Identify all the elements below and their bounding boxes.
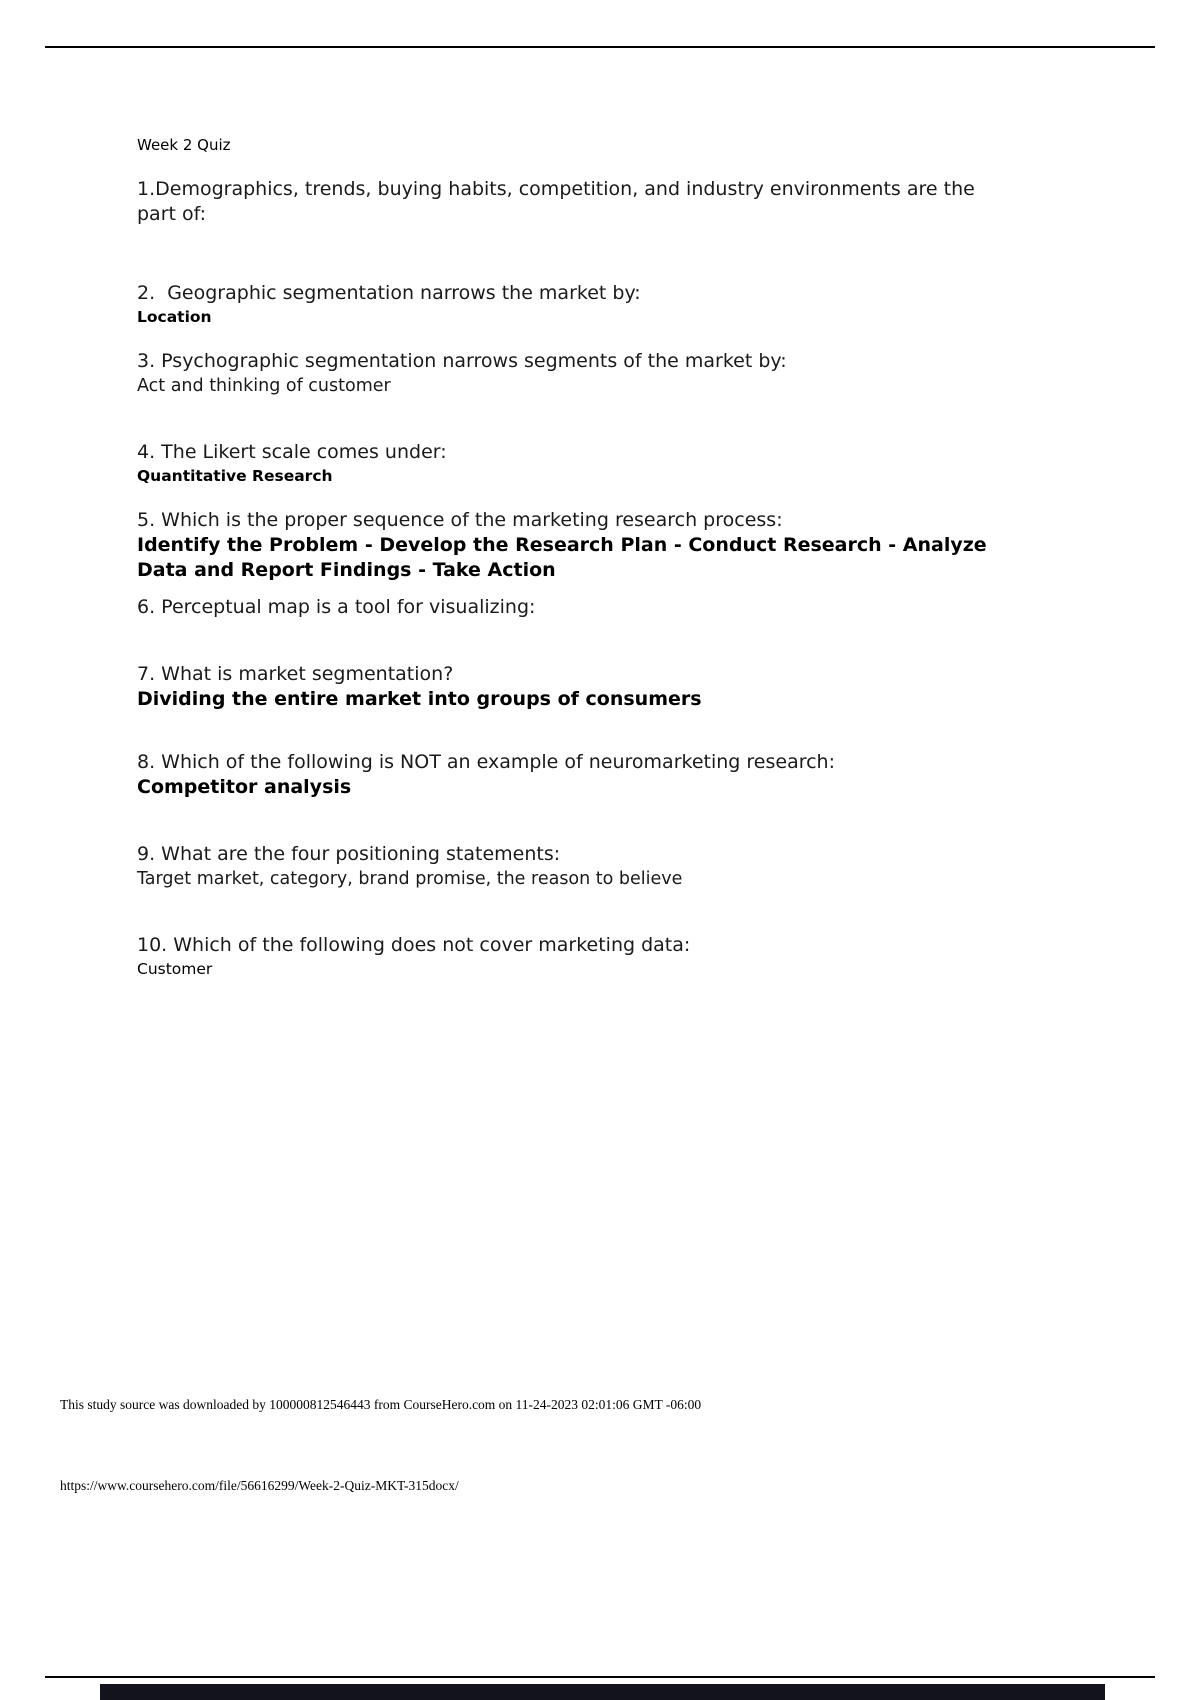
quiz-title: Week 2 Quiz: [137, 136, 231, 154]
question-5: [137, 508, 1012, 583]
quiz-content: [137, 135, 1012, 1023]
answer-text: Quantitative Research: [137, 467, 333, 485]
answer-text: Dividing the entire market into groups of consumers: [137, 688, 702, 710]
answer-text: Location: [137, 308, 212, 326]
answer-text: Competitor analysis: [137, 776, 352, 798]
question-6: [137, 595, 1012, 620]
question-8: [137, 750, 1012, 800]
source-url: https://www.coursehero.com/file/56616299/Week-2-Quiz-MKT-315docx/: [60, 1478, 459, 1493]
question-text: 4. The Likert scale comes under:: [137, 441, 447, 463]
question-text: 5. Which is the proper sequence of the marketing research process:: [137, 509, 783, 531]
question-10: [137, 933, 1012, 981]
bottom-rule: [45, 1676, 1155, 1678]
question-text: 9. What are the four positioning statements:: [137, 843, 561, 865]
question-text: 10. Which of the following does not cover marketing data:: [137, 934, 691, 956]
top-rule: [45, 46, 1155, 48]
question-text: 1.Demographics, trends, buying habits, competition, and industry environments are the part of:: [137, 178, 981, 225]
question-9: [137, 842, 1012, 891]
question-7: [137, 662, 1012, 712]
question-2: [137, 281, 1012, 329]
answer-text: Target market, category, brand promise, the reason to believe: [137, 869, 683, 889]
question-text: 8. Which of the following is NOT an example of neuromarketing research:: [137, 751, 835, 773]
question-4: [137, 440, 1012, 488]
questions-list: [137, 177, 1012, 981]
question-text: 3. Psychographic segmentation narrows segments of the market by:: [137, 350, 787, 372]
question-text: 2. Geographic segmentation narrows the market by:: [137, 282, 641, 304]
answer-text: Act and thinking of customer: [137, 376, 391, 396]
download-note: This study source was downloaded by 100000812546443 from CourseHero.com on 11-24-2023 02:01:06 GMT -06:00: [60, 1397, 702, 1412]
question-1: [137, 177, 1012, 227]
answer-text: Customer: [137, 960, 213, 978]
question-text: 6. Perceptual map is a tool for visualizing:: [137, 596, 536, 618]
question-text: 7. What is market segmentation?: [137, 663, 454, 685]
answer-text: Identify the Problem - Develop the Research Plan - Conduct Research - Analyze Data and Report Findings - Take Action: [137, 534, 994, 581]
bottom-dark-bar: [100, 1684, 1105, 1700]
question-3: [137, 349, 1012, 398]
